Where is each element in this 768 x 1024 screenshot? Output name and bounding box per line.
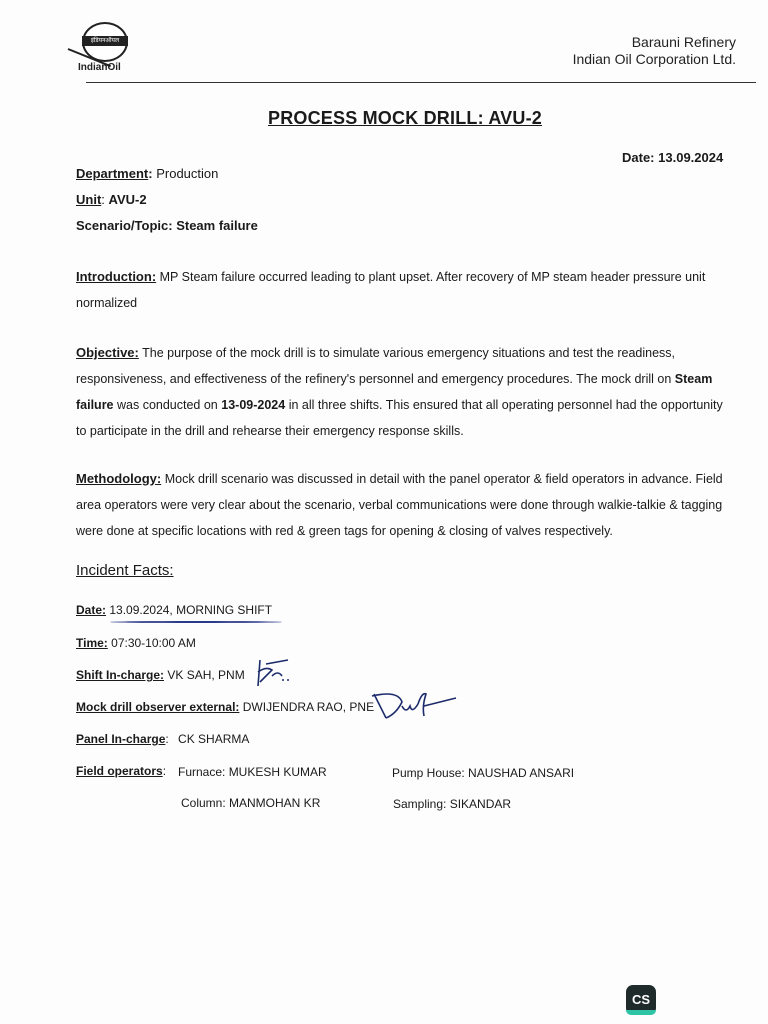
document-title: PROCESS MOCK DRILL: AVU-2 (267, 108, 542, 128)
introduction-paragraph (76, 264, 736, 316)
objective-bold-a: Steam failure (76, 372, 713, 412)
scenario-value: Steam failure (176, 218, 258, 233)
organization-header (573, 34, 736, 68)
department-value: Production (156, 166, 219, 181)
introduction-text: MP Steam failure occurred leading to plant upset. After recovery of MP steam header pressure unit normalized (76, 270, 706, 310)
shift-incharge-value: VK SAH, PNM (167, 668, 245, 682)
objective-label: Objective: (76, 345, 139, 360)
panel-incharge-value: CK SHARMA (178, 732, 250, 746)
field-operators-label: Field operators (76, 764, 163, 778)
camscanner-badge-icon: CS (626, 985, 656, 1015)
handwritten-underline (110, 621, 282, 623)
sampling-operator: Sampling: SIKANDAR (393, 797, 512, 811)
incident-facts-heading: Incident Facts: (76, 562, 174, 579)
field-operators-label-line: Field operators: (76, 764, 167, 778)
observer-label: Mock drill observer external: (76, 700, 240, 714)
methodology-paragraph (76, 466, 736, 544)
objective-text-c: in all three shifts. This ensured that all operating personnel had the opportunity to participate in the drill and rehearse their emergency response skills. (76, 398, 723, 438)
incident-time-line (76, 636, 196, 650)
unit-label: Unit (76, 192, 102, 207)
unit-line: Unit: AVU-2 (76, 192, 147, 207)
observer-signature (368, 688, 460, 722)
panel-incharge-label: Panel In-charge (76, 732, 166, 746)
objective-text-b: was conducted on (117, 398, 218, 412)
scenario-label: Scenario/Topic: (76, 218, 173, 233)
methodology-text: Mock drill scenario was discussed in detail with the panel operator & field operators in advance. Field area operators were very clear about the scenario, verbal communications were done through walkie-talkie & tagging were done at specific locations with red & green tags for opening & closing of valves respectively. (76, 472, 723, 538)
document-date (622, 150, 723, 165)
furnace-operator: Furnace: MUKESH KUMAR (178, 765, 327, 779)
department-line: Department: Production (76, 166, 219, 181)
column-operator: Column: MANMOHAN KR (181, 796, 321, 810)
org-line-1: Barauni Refinery (631, 34, 736, 50)
unit-value: AVU-2 (108, 192, 147, 207)
incident-time-value: 07:30-10:00 AM (111, 636, 196, 650)
incident-date-label: Date: (76, 603, 107, 617)
date-label: Date: (622, 150, 655, 165)
incident-time-label: Time: (76, 636, 108, 650)
panel-incharge-line: Panel In-charge: CK SHARMA (76, 732, 250, 746)
logo-hindi-text: इंडियनऑयल (82, 36, 128, 46)
camscanner-badge-strip (626, 1010, 656, 1015)
objective-paragraph (76, 340, 736, 444)
indianoil-logo (34, 20, 144, 80)
department-label: Department (76, 166, 149, 181)
observer-line (76, 700, 374, 714)
shift-incharge-line (76, 668, 245, 682)
incident-date-value: 13.09.2024, MORNING SHIFT (109, 603, 273, 617)
logo-text: IndianOil (78, 62, 121, 73)
header-divider (86, 82, 756, 83)
scenario-line (76, 218, 258, 233)
observer-value: DWIJENDRA RAO, PNE (242, 700, 375, 714)
introduction-label: Introduction: (76, 269, 157, 284)
org-line-2: Indian Oil Corporation Ltd. (572, 51, 736, 67)
incident-date-line (76, 603, 272, 617)
shift-incharge-label: Shift In-charge: (76, 668, 165, 682)
objective-bold-b: 13-09-2024 (221, 398, 286, 412)
objective-text-a: The purpose of the mock drill is to simulate various emergency situations and test the readiness, responsiveness, and effectiveness of the refinery's personnel and emergency procedures. The mock drill on (76, 346, 676, 386)
pump-house-operator: Pump House: NAUSHAD ANSARI (392, 766, 575, 780)
date-value: 13.09.2024 (658, 150, 724, 165)
methodology-label: Methodology: (76, 471, 162, 486)
shift-incharge-signature (252, 656, 294, 692)
